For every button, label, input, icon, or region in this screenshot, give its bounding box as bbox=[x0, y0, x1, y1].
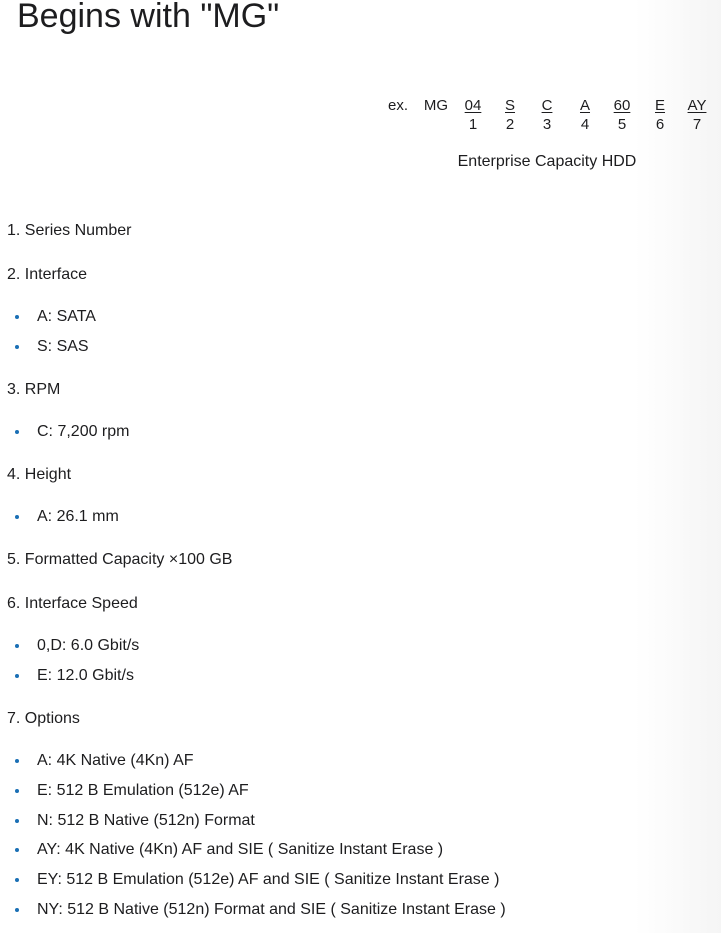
bullet-icon bbox=[15, 819, 19, 823]
segment-code: C bbox=[541, 97, 553, 114]
bullet-icon bbox=[15, 908, 19, 912]
list-item: S: SAS bbox=[37, 338, 89, 355]
bullet-icon bbox=[15, 848, 19, 852]
segment-code: 04 bbox=[464, 97, 482, 114]
model-segment-5 bbox=[614, 97, 631, 134]
page-title: Begins with "MG" bbox=[17, 0, 280, 35]
section-heading-options: 7. Options bbox=[7, 710, 80, 727]
segment-code: E bbox=[654, 97, 666, 114]
bullet-icon bbox=[15, 674, 19, 678]
segment-number: 3 bbox=[542, 116, 552, 133]
list-item: E: 512 B Emulation (512e) AF bbox=[37, 782, 249, 799]
segment-number: 2 bbox=[505, 116, 515, 133]
model-segment-4 bbox=[580, 97, 590, 134]
section-heading-interface-speed: 6. Interface Speed bbox=[7, 595, 138, 612]
segment-number: 6 bbox=[655, 116, 665, 133]
list-item: EY: 512 B Emulation (512e) AF and SIE ( Sanitize Instant Erase ) bbox=[37, 871, 500, 888]
segment-code: A bbox=[579, 97, 591, 114]
model-segment-1 bbox=[465, 97, 482, 134]
example-caption: Enterprise Capacity HDD bbox=[457, 153, 637, 170]
list-item: C: 7,200 rpm bbox=[37, 423, 130, 440]
model-segment-6 bbox=[655, 97, 665, 134]
model-segment-3 bbox=[542, 97, 553, 134]
list-item: A: SATA bbox=[37, 308, 96, 325]
list-item: AY: 4K Native (4Kn) AF and SIE ( Sanitize Instant Erase ) bbox=[37, 841, 444, 858]
bullet-icon bbox=[15, 345, 19, 349]
bullet-icon bbox=[15, 515, 19, 519]
bullet-icon bbox=[15, 759, 19, 763]
section-heading-rpm: 3. RPM bbox=[7, 381, 61, 398]
section-heading-series-number: 1. Series Number bbox=[7, 222, 132, 239]
segment-code: S bbox=[504, 97, 516, 114]
list-item: 0,D: 6.0 Gbit/s bbox=[37, 637, 140, 654]
segment-number: 4 bbox=[580, 116, 590, 133]
bullet-icon bbox=[15, 878, 19, 882]
list-item: A: 4K Native (4Kn) AF bbox=[37, 752, 194, 769]
segment-code: 60 bbox=[613, 97, 631, 114]
section-heading-formatted-capacity: 5. Formatted Capacity ×100 GB bbox=[7, 551, 233, 568]
list-item: N: 512 B Native (512n) Format bbox=[37, 812, 255, 829]
bullet-icon bbox=[15, 644, 19, 648]
list-item: E: 12.0 Gbit/s bbox=[37, 667, 134, 684]
segment-number: 7 bbox=[692, 116, 702, 133]
segment-code: AY bbox=[687, 97, 707, 114]
segment-number: 5 bbox=[617, 116, 627, 133]
model-prefix: MG bbox=[423, 97, 449, 114]
segment-number: 1 bbox=[468, 116, 478, 133]
model-segment-7 bbox=[688, 97, 707, 134]
model-segment-2 bbox=[505, 97, 515, 134]
bullet-icon bbox=[15, 789, 19, 793]
example-label: ex. bbox=[387, 97, 409, 114]
list-item: A: 26.1 mm bbox=[37, 508, 119, 525]
bullet-icon bbox=[15, 315, 19, 319]
list-item: NY: 512 B Native (512n) Format and SIE ( Sanitize Instant Erase ) bbox=[37, 901, 506, 918]
section-heading-interface: 2. Interface bbox=[7, 266, 88, 283]
section-heading-height: 4. Height bbox=[7, 466, 72, 483]
bullet-icon bbox=[15, 430, 19, 434]
